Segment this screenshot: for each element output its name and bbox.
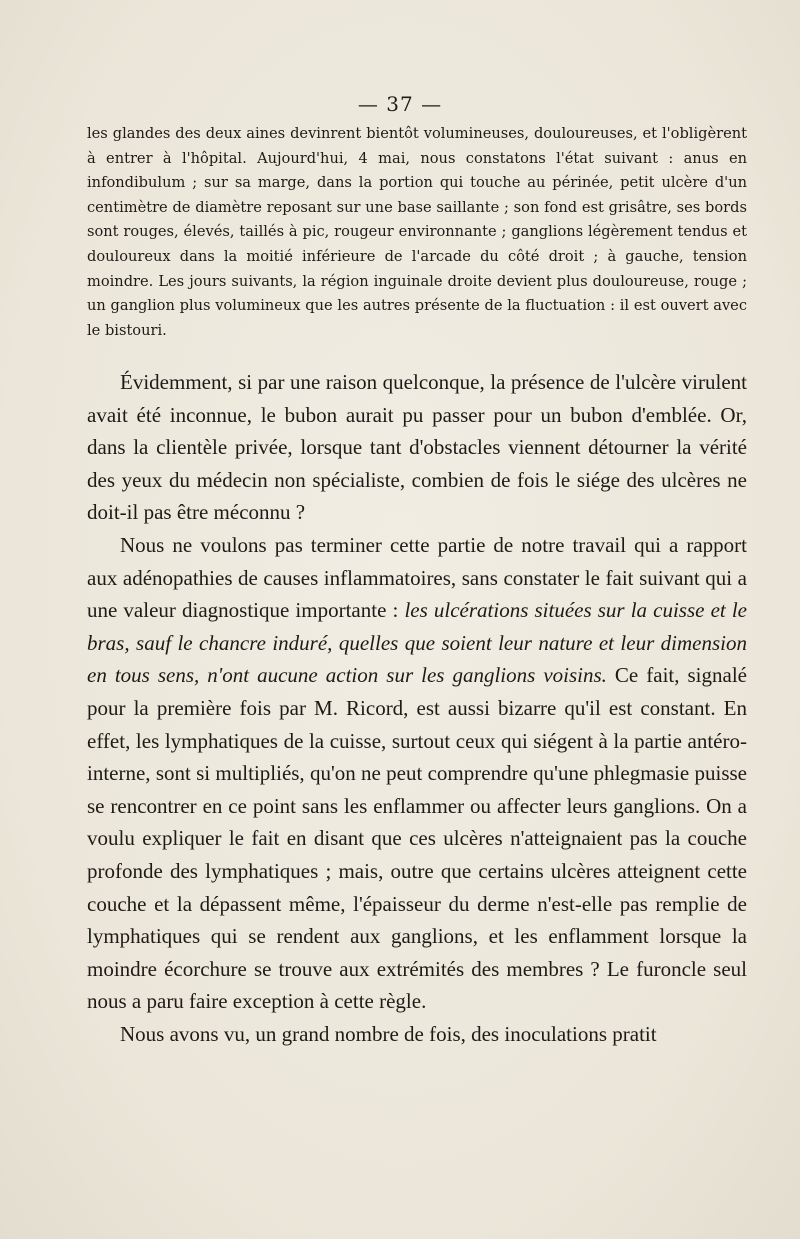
case-report-paragraph: les glandes des deux aines devinrent bientôt volumineuses, douloureuses, et l'obligèrent à entrer à l'hôpital. Aujourd'hui, 4 mai, nous constatons l'état suivant : anus en infondibulum ; sur sa marge, dans la portion qui touche au périnée, petit ulcère d'un centimètre de diamètre reposant sur une base saillante ; son fond est grisâtre, ses bords sont rouges, élevés, taillés à pic, rougeur environnante ; ganglions légèrement tendus et douloureux dans la moitié inférieure de l'arcade du côté droit ; à gauche, tension moindre. Les jours suivants, la région inguinale droite devient plus douloureuse, rouge ; un ganglion plus volumineux que les autres présente de la fluctuation : il est ouvert avec le bistouri.	[87, 125, 747, 339]
paragraph-ulcerations-intro: Nous ne voulons pas terminer cette partie de notre travail qui a rapport aux adénopathies de causes inflammatoires, sans constater le fait suivant qui a une valeur diagnostique importante :	[87, 532, 747, 623]
paragraph-inoculations: Nous avons vu, un grand nombre de fois, des inoculations pratit	[120, 1021, 657, 1046]
paragraph-ulcerations-italic-rule: les ulcérations situées sur la cuisse et le bras, sauf le chancre induré, quelles que soient leur nature et leur dimension en tous sens, n'ont aucune action sur les ganglions voisins.	[87, 598, 747, 688]
paragraph-ulcerations	[87, 529, 747, 1018]
page-number: — 37 —	[357, 92, 443, 116]
paragraph-ulcerations-rest: Ce fait, signalé pour la première fois par M. Ricord, est aussi bizarre qu'il est constant. En effet, les lymphatiques de la cuisse, surtout ceux qui siégent à la partie antéro-interne, sont si multipliés, qu'on ne peut comprendre qu'une phlegmasie puisse se rencontrer en ce point sans les enflammer ou affecter leurs ganglions. On a voulu expliquer le fait en disant que ces ulcères n'atteignaient pas la couche profonde des lymphatiques ; mais, outre que certains ulcères atteignent cette couche et la dépassent même, l'épaisseur du derme n'est-elle pas remplie de lymphatiques qui se rendent aux ganglions, et les enflamment lorsque la moindre écorchure se trouve aux extrémités des membres ? Le furoncle seul nous a paru faire exception à cette règle.	[87, 663, 747, 1014]
main-text	[87, 366, 747, 1050]
paragraph-evidemment: Évidemment, si par une raison quelconque, la présence de l'ulcère virulent avait été inconnue, le bubon aurait pu passer pour un bubon d'emblée. Or, dans la clientèle privée, lorsque tant d'obstacles viennent détourner la vérité des yeux du médecin non spécialiste, combien de fois le siége des ulcères ne doit-il pas être méconnu ?	[87, 370, 747, 525]
